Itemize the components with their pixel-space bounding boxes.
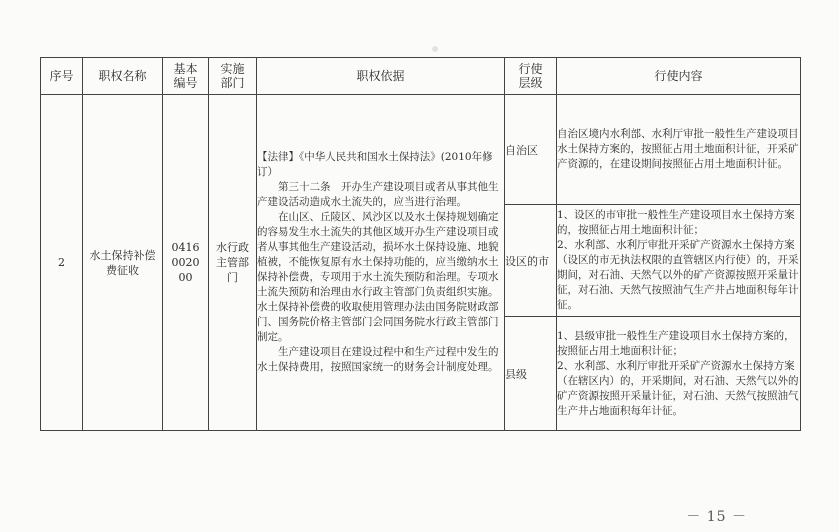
- header-seq: 序号: [41, 58, 83, 95]
- cell-code-text: 0416002000: [171, 241, 200, 284]
- cell-name: [83, 95, 163, 431]
- cell-dept: [209, 95, 257, 431]
- cell-name-text: 水土保持补偿费征收: [89, 248, 156, 277]
- header-level-text: 行使层级: [518, 62, 543, 90]
- header-level: [505, 58, 557, 95]
- basis-paragraph: 在山区、丘陵区、风沙区以及水土保持规划确定的容易发生水土流失的其他区域开办生产建设项目或者从事其他生产建设活动，损坏水土保持设施、地貌植被，不能恢复原有水土保持功能的，应当缴纳水土保持补偿费，专项用于水土流失预防和治理。专项水土流失预防和治理由水行政主管部门负责组织实施。水土保持补偿费的收取使用管理办法由国务院财政部门、国务院价格主管部门会同国务院水行政主管部门制定。: [257, 211, 499, 343]
- header-code-text: 基本编号: [173, 62, 198, 90]
- authority-table: [40, 57, 801, 431]
- page-number: － 15 －: [686, 509, 747, 525]
- cell-code: [163, 95, 209, 431]
- table-row: [41, 95, 801, 205]
- cell-dept-text: 水行政主管部门: [216, 241, 249, 284]
- scan-speck: [432, 46, 438, 52]
- header-code: [163, 58, 209, 95]
- level-region: 自治区: [505, 95, 557, 205]
- content-city: 1、设区的市审批一般性生产建设项目水土保持方案的，按照征占用土地面积计征； 2、水利部、水利厅审批开采矿产资源水土保持方案（设区的市无执法权限的直管辖区内行使）的，开采期间，对石油、天然气以外的矿产资源按照开采量计征，对石油、天然气按照油气生产井占地面积每年计征。: [557, 205, 801, 317]
- header-content: 行使内容: [557, 58, 801, 95]
- header-dept: [209, 58, 257, 95]
- cell-basis: [257, 95, 505, 431]
- header-dept-text: 实施部门: [220, 62, 245, 90]
- basis-paragraph: 生产建设项目在建设过程中和生产过程中发生的水土保持费用，按照国家统一的财务会计制度处理。: [257, 346, 499, 373]
- header-basis: 职权依据: [257, 58, 505, 95]
- header-name: 职权名称: [83, 58, 163, 95]
- header-row: [41, 58, 801, 95]
- basis-law-title: 【法律】《中华人民共和国水土保持法》(2010年修订）: [257, 151, 493, 178]
- basis-article: 第三十二条 开办生产建设项目或者从事其他生产建设活动造成水土流失的，应当进行治理。: [257, 181, 499, 208]
- level-city: 设区的市: [505, 205, 557, 317]
- cell-seq: 2: [41, 95, 83, 431]
- level-county: 县级: [505, 317, 557, 431]
- content-county: 1、县级审批一般性生产建设项目水土保持方案的，按照征占用土地面积计征； 2、水利部、水利厅审批开采矿产资源水土保持方案（在辖区内）的，开采期间，对石油、天然气以外的矿产资源按照开采量计征，对石油、天然气按照油气生产井占地面积每年计征。: [557, 317, 801, 431]
- content-region: 自治区境内水利部、水利厅审批一般性生产建设项目水土保持方案的，按照征占用土地面积计征，开采矿产资源的，在建设期间按照征占用土地面积计征。: [557, 95, 801, 205]
